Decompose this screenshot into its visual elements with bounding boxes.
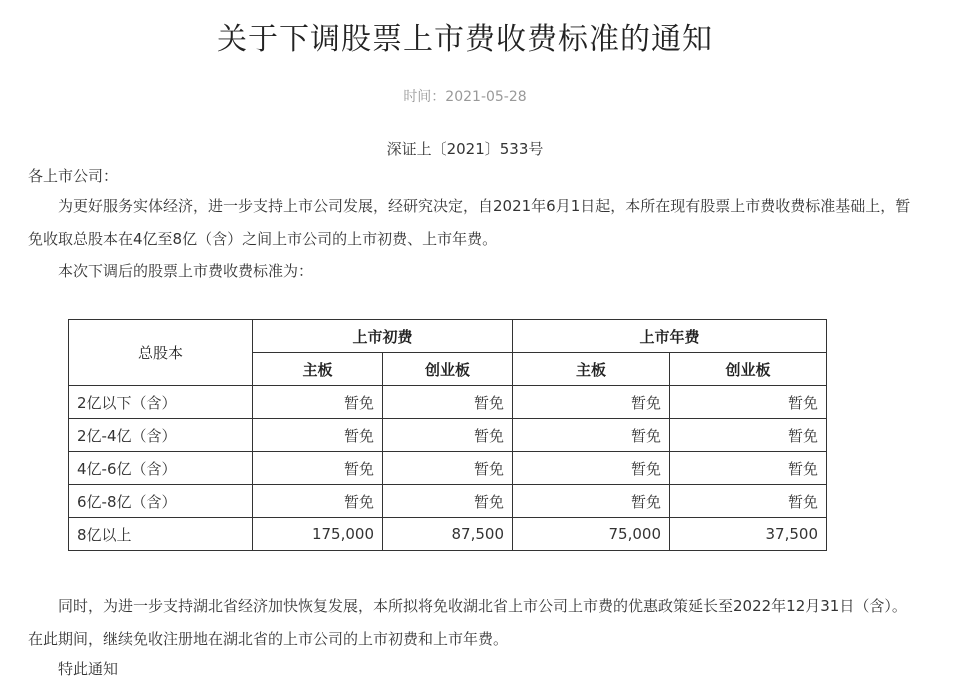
table-cell: 暂免	[253, 485, 383, 518]
publish-time: 时间：2021-05-28	[403, 89, 527, 105]
table-cell: 暂免	[513, 386, 670, 419]
closing-line: 特此通知	[58, 660, 119, 678]
paragraph: 为更好服务实体经济，进一步支持上市公司发展，经研究决定，自2021年6月1日起，本所在现有股票上市费收费标准基础上，暂免收取总股本在4亿至8亿（含）之间上市公司的上市初费、上市年费。	[28, 197, 911, 248]
table-row	[69, 419, 827, 452]
salutation: 各上市公司：	[28, 167, 119, 185]
table-cell: 暂免	[383, 419, 513, 452]
table-cell: 暂免	[383, 485, 513, 518]
fee-table	[68, 319, 827, 551]
document-number: 深证上〔2021〕533号	[386, 140, 544, 158]
table-cell: 暂免	[513, 419, 670, 452]
table-row	[69, 518, 827, 551]
table-cell: 75,000	[513, 518, 670, 551]
table-cell: 87,500	[383, 518, 513, 551]
page-title: 关于下调股票上市费收费标准的通知	[217, 22, 713, 57]
row-label: 6亿-8亿（含）	[69, 485, 253, 518]
table-cell: 暂免	[513, 452, 670, 485]
table-cell: 暂免	[383, 386, 513, 419]
column-header-main-board: 主板	[513, 353, 670, 386]
column-header-chinext: 创业板	[383, 353, 513, 386]
column-header-total-shares: 总股本	[69, 320, 253, 386]
paragraph: 本次下调后的股票上市费收费标准为：	[58, 262, 314, 280]
table-row	[69, 386, 827, 419]
table-cell: 暂免	[253, 452, 383, 485]
column-header-main-board: 主板	[253, 353, 383, 386]
table-cell: 暂免	[253, 386, 383, 419]
table-cell: 暂免	[253, 419, 383, 452]
table-row	[69, 485, 827, 518]
table-cell: 暂免	[670, 419, 827, 452]
row-label: 2亿-4亿（含）	[69, 419, 253, 452]
paragraph: 同时，为进一步支持湖北省经济加快恢复发展，本所拟将免收湖北省上市公司上市费的优惠政策延长至2022年12月31日（含）。在此期间，继续免收注册地在湖北省的上市公司的上市初费和上市年费。	[28, 597, 907, 648]
table-cell: 37,500	[670, 518, 827, 551]
group-header-initial-fee: 上市初费	[253, 320, 513, 353]
table-row	[69, 452, 827, 485]
table-cell: 暂免	[670, 485, 827, 518]
table-cell: 暂免	[670, 386, 827, 419]
table-cell: 暂免	[383, 452, 513, 485]
row-label: 2亿以下（含）	[69, 386, 253, 419]
table-cell: 暂免	[670, 452, 827, 485]
table-cell: 暂免	[513, 485, 670, 518]
row-label: 8亿以上	[69, 518, 253, 551]
row-label: 4亿-6亿（含）	[69, 452, 253, 485]
column-header-chinext: 创业板	[670, 353, 827, 386]
table-header-row	[69, 320, 827, 353]
table-cell: 175,000	[253, 518, 383, 551]
group-header-annual-fee: 上市年费	[513, 320, 827, 353]
